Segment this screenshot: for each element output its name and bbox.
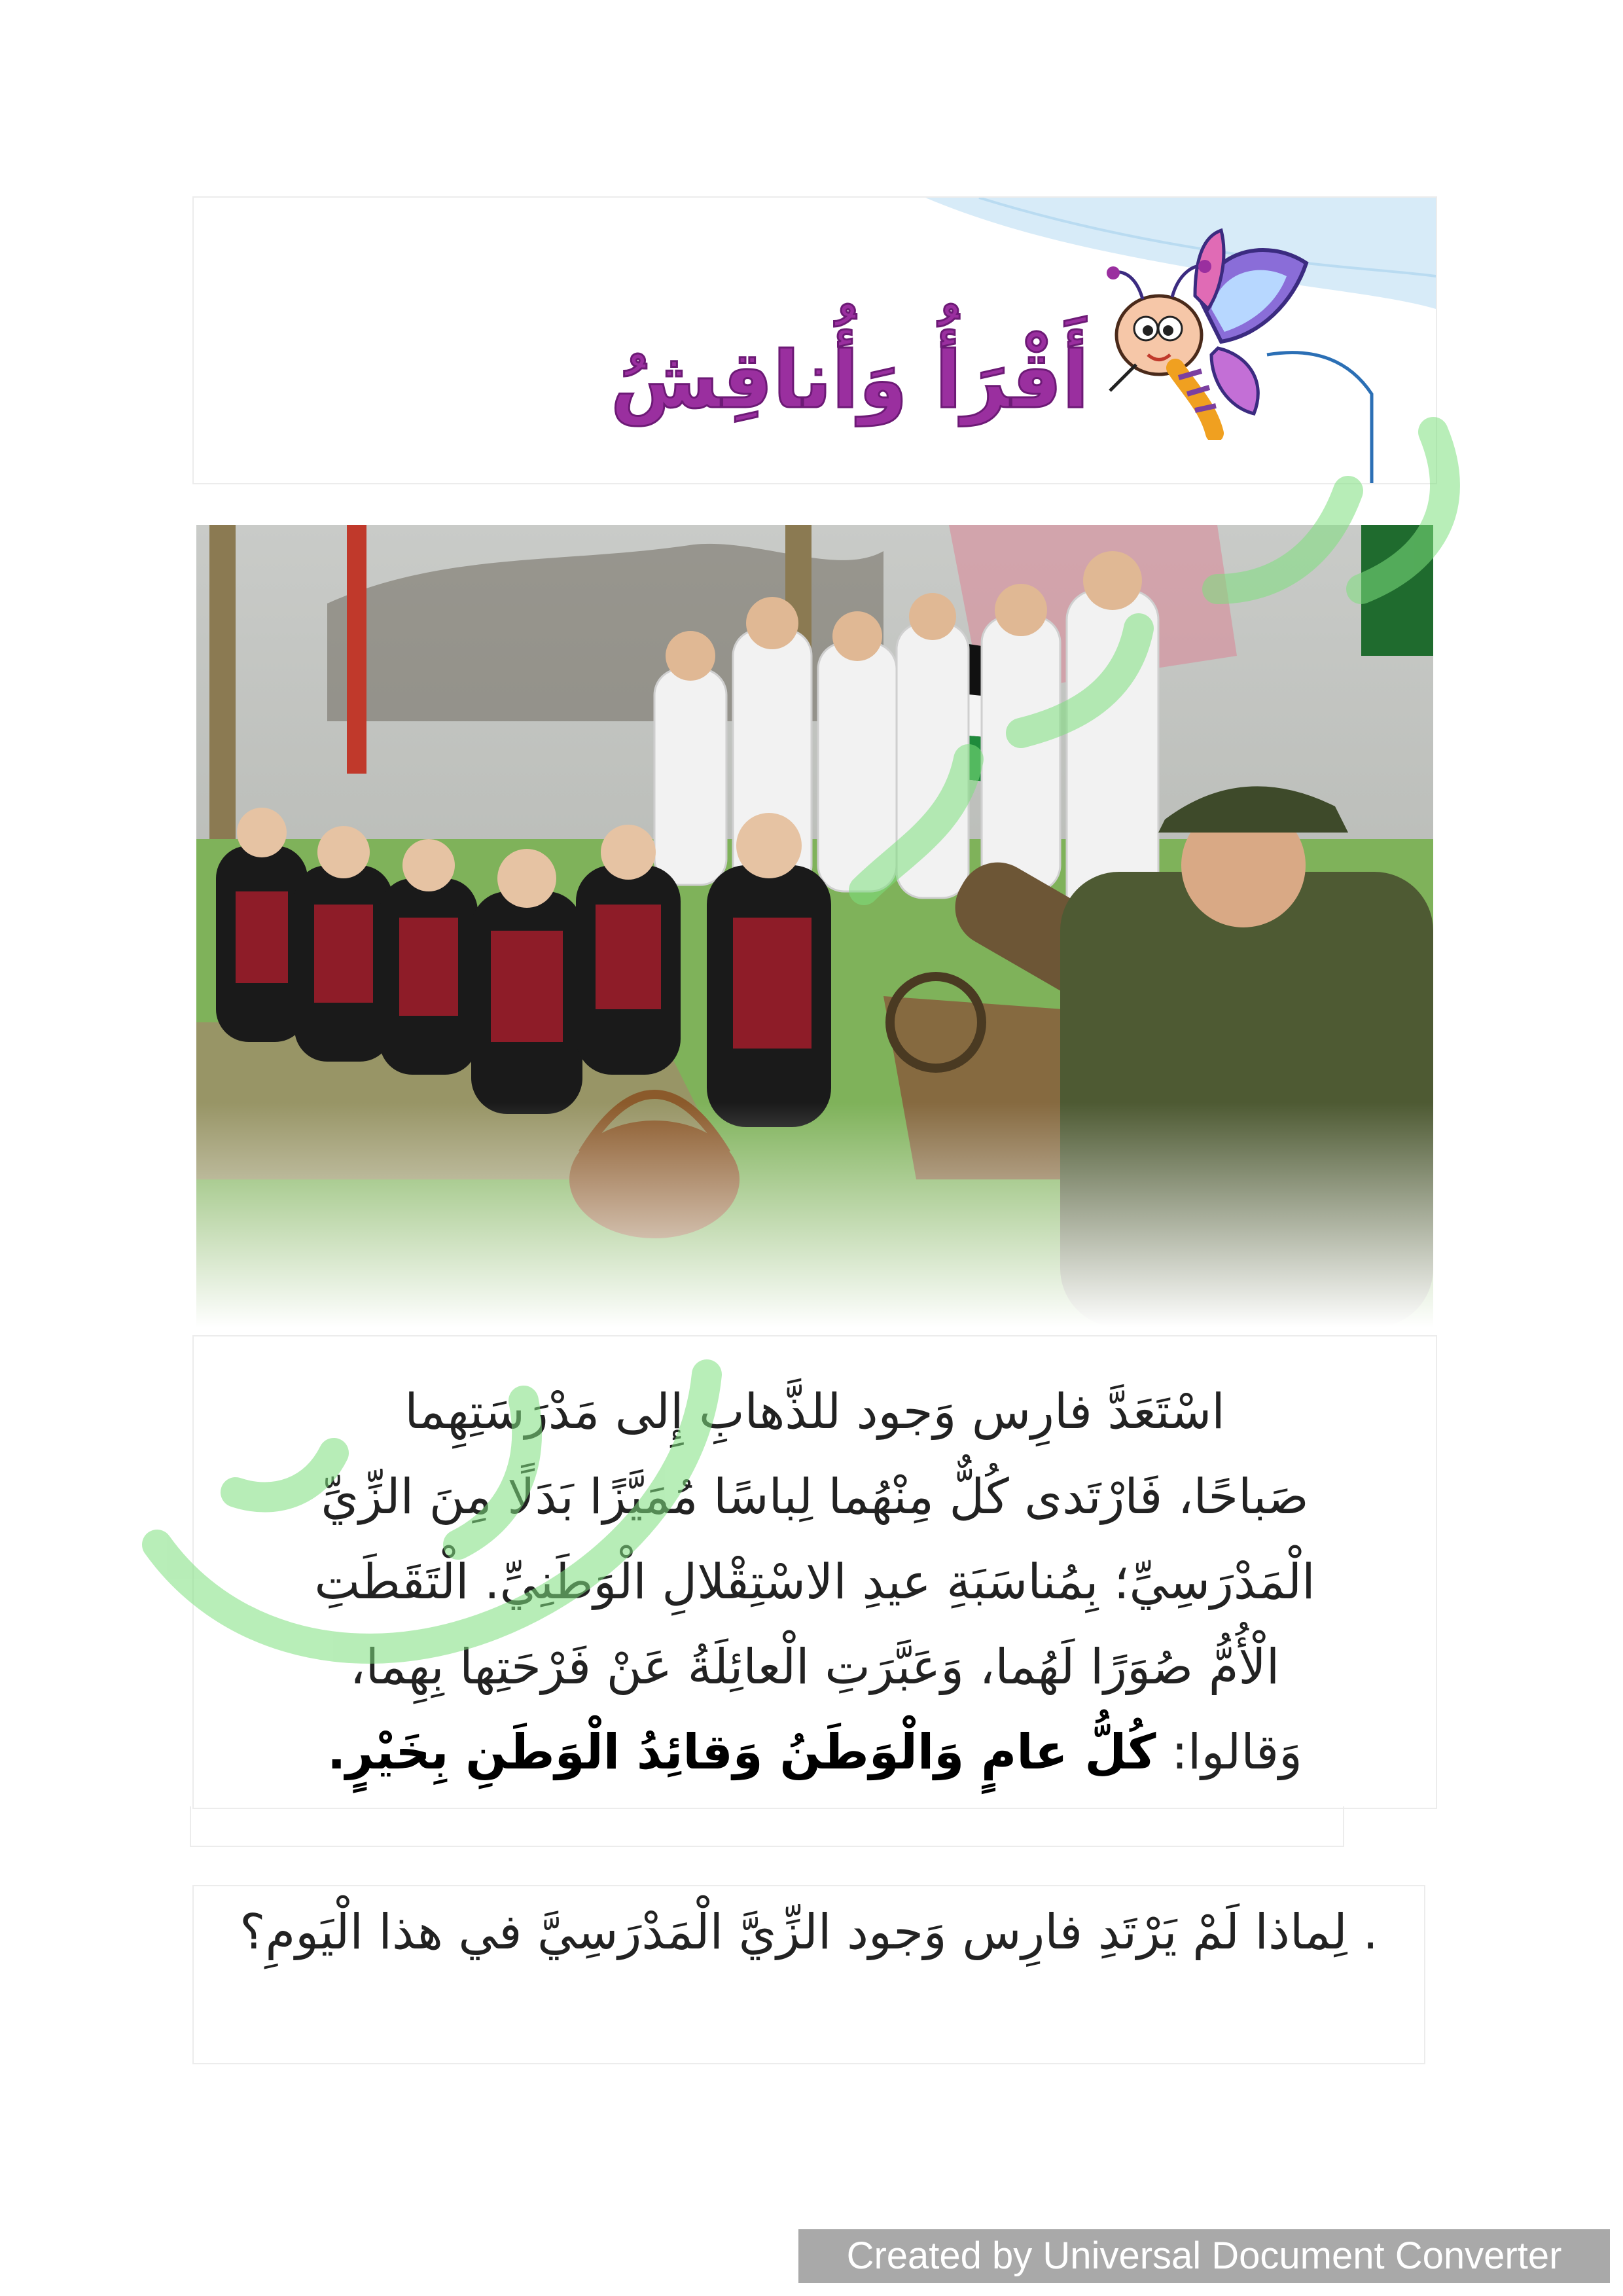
story-motto: كُلُّ عامٍ وَالْوَطَنُ وَقائِدُ الْوَطَنِ بِخَيْرٍ.: [327, 1724, 1156, 1780]
story-line: الْمَدْرَسِيِّ؛ بِمُناسَبَةِ عيدِ الاسْتِقْلالِ الْوَطَنِيِّ. الْتَقَطَتِ: [314, 1554, 1315, 1610]
independence-day-photo: [196, 525, 1433, 1327]
story-line: صَباحًا، فَارْتَدى كُلٌّ مِنْهُما لِباسًا مُمَيَّزًا بَدَلًا مِنَ الزِّيِّ: [321, 1469, 1309, 1525]
divider: [190, 1806, 1344, 1847]
story-line: وَقالوا:: [1171, 1724, 1302, 1780]
story-line: اسْتَعَدَّ فارِس وَجود للذَّهابِ إِلى مَدْرَسَتِهِما: [404, 1384, 1225, 1440]
converter-footer-banner: Created by Universal Document Converter: [798, 2229, 1610, 2283]
header-panel: [192, 196, 1437, 484]
question-panel: [192, 1885, 1425, 2064]
section-title: أَقْرَأُ وَأُناقِشُ: [610, 335, 1089, 426]
story-last-line: [220, 1710, 1410, 1795]
butterfly-mascot-icon: [1097, 224, 1319, 442]
story-line: الْأُمُّ صُوَرًا لَهُما، وَعَبَّرَتِ الْعائِلَةُ عَنْ فَرْحَتِها بِهِما،: [349, 1639, 1280, 1695]
story-text: [220, 1369, 1410, 1795]
reading-passage-panel: [192, 1335, 1437, 1809]
comprehension-question: . لِماذا لَمْ يَرْتَدِ فارِس وَجود الزِّيَّ الْمَدْرَسِيَّ في هذا الْيَومِ؟: [240, 1904, 1378, 1960]
